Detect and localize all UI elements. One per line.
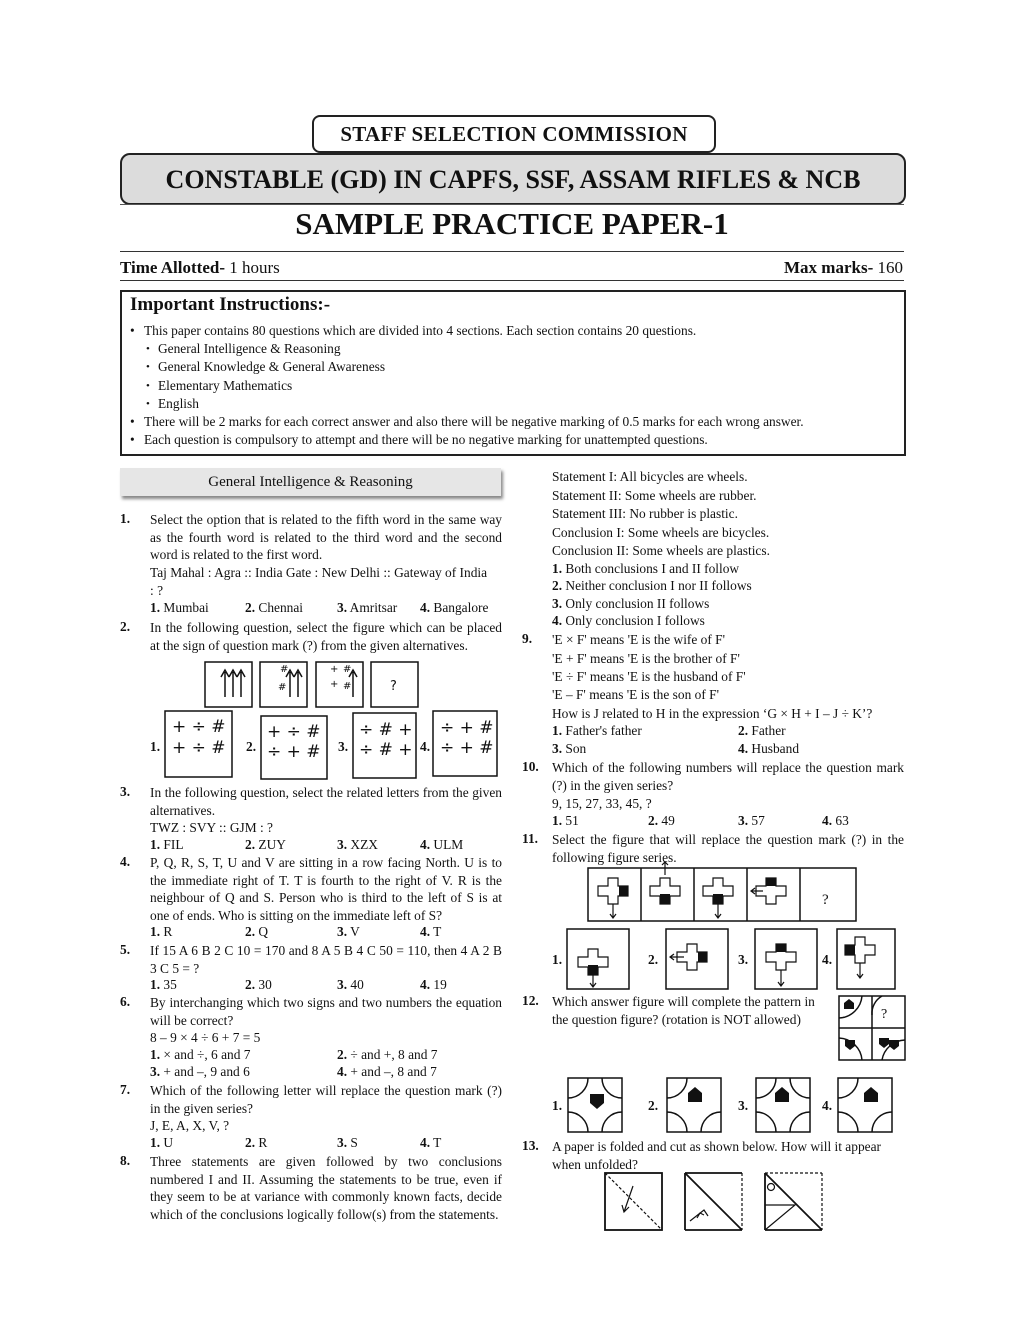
question-text: By interchanging which two signs and two numbers the equation will be correct? [150,995,502,1028]
question-text: Which of the following letter will replace the question mark (?) in the given series? [150,1083,502,1116]
max-marks: Max marks- 160 [784,258,903,277]
option: 2. ÷ and +, 8 and 7 [337,1047,438,1062]
org-title: STAFF SELECTION COMMISSION [312,115,716,153]
option: 1. R [150,924,173,939]
question-number: 9. [522,631,533,646]
question-text: Three statements are given followed by two conclusions numbered I and II. Assuming the statements to be true, even if they seem to be at variance with commonly known facts, decide which of the conclusions logically follow(s) from the statements. [150,1154,502,1222]
option: 4. T [420,924,442,939]
question-text: A paper is folded and cut as shown below. How will it appear when unfolded? [552,1139,881,1172]
option: 3. 57 [738,813,765,828]
option: 3. Son [552,741,587,756]
option: 2. Q [245,924,269,939]
instruction-item: • This paper contains 80 questions which are divided into 4 sections. Each section contains 20 questions. [128,322,804,340]
question-text: Which answer figure will complete the pattern in the question figure? (rotation is NOT allowed) [552,994,815,1027]
time-allotted: Time Allotted- 1 hours [120,258,280,277]
question-line: 'E + F' means 'E is the brother of F' [552,651,740,666]
question-number: 2. [120,619,131,634]
option: 3. + and –, 9 and 6 [150,1064,250,1079]
question-text: In the following question, select the related letters from the given alternatives. [150,785,502,818]
question-text: Select the figure that will replace the question mark (?) in the following figure series. [552,832,904,865]
statement: Statement II: Some wheels are rubber. [552,488,757,503]
paper-title: SAMPLE PRACTICE PAPER-1 [295,206,729,241]
question-number: 3. [120,784,131,799]
svg-text:?: ? [881,1007,888,1022]
question-text: How is J related to H in the expression ‘G × H + I – J ÷ K’? [552,706,873,721]
option: 4. Bangalore [420,600,489,615]
question-text: If 15 A 6 B 2 C 10 = 170 and 8 A 5 B 4 C 50 = 110, then 4 A 2 B 3 C 5 = ? [150,943,502,976]
question-text: Which of the following numbers will replace the question mark (?) in the given series? [552,760,904,793]
option: 2. Father [738,723,786,738]
option: 2. Chennai [245,600,304,615]
svg-text:#: # [343,681,352,692]
option: 1. Mumbai [150,600,209,615]
option: 3. V [337,924,360,939]
svg-text:#: # [278,682,287,693]
conclusion: Conclusion I: Some wheels are bicycles. [552,525,770,540]
question-number: 13. [522,1138,539,1153]
svg-text:1.: 1. [552,1098,563,1113]
option: 1. Father's father [552,723,642,738]
conclusion: Conclusion II: Some wheels are plastics. [552,543,770,558]
svg-text:÷ + #: ÷ + # [267,742,321,762]
question-text: Select the option that is related to the fifth word in the same way as the fourth word is related to the third word and the second word is related to the first word. [150,512,502,563]
svg-text:3.: 3. [738,1098,749,1113]
option: 1. × and ÷, 6 and 7 [150,1047,251,1062]
svg-text:4.: 4. [420,739,431,754]
question-sub: J, E, A, X, V, ? [150,1118,230,1133]
exam-title: CONSTABLE (GD) IN CAPFS, SSF, ASSAM RIFLES & NCB [120,153,906,205]
svg-text:2.: 2. [648,952,659,967]
option: 2. ZUY [245,837,286,852]
svg-text:?: ? [822,892,829,908]
instruction-item: • There will be 2 marks for each correct answer and also there will be negative marking of 0.5 marks for each wrong answer. [128,413,804,431]
section-item: • English [128,395,804,413]
svg-text:+: + [330,664,339,675]
svg-text:4.: 4. [822,952,833,967]
section-item: • General Intelligence & Reasoning [128,340,804,358]
option: 2. R [245,1135,268,1150]
question-sub: Taj Mahal : Agra :: India Gate : New Delhi :: Gateway of India [150,565,488,580]
svg-text:1.: 1. [552,952,563,967]
svg-text:2.: 2. [246,739,257,754]
question-number: 1. [120,511,131,526]
option: 1. 35 [150,977,177,992]
svg-text:÷ # +: ÷ # + [359,740,413,760]
instructions-title: Important Instructions:- [130,294,331,315]
option: 1. Both conclusions I and II follow [552,561,740,576]
svg-text:2.: 2. [648,1098,659,1113]
svg-text:#: # [280,664,289,675]
option: 1. FIL [150,837,184,852]
option: 2. 30 [245,977,272,992]
statement: Statement III: No rubber is plastic. [552,506,738,521]
section-item: • General Knowledge & General Awareness [128,358,804,376]
option: 3. S [337,1135,358,1150]
option: 4. T [420,1135,442,1150]
svg-text:÷ # +: ÷ # + [359,720,413,740]
svg-text:+ ÷ #: + ÷ # [172,738,226,758]
question-sub: TWZ : SVY :: GJM : ? [150,820,273,835]
option: 3. Amritsar [337,600,398,615]
option: 4. ULM [420,837,464,852]
svg-text:4.: 4. [822,1098,833,1113]
option: 4. 19 [420,977,447,992]
option: 1. 51 [552,813,579,828]
question-number: 10. [522,759,539,774]
svg-text:1.: 1. [150,739,161,754]
question-number: 6. [120,994,131,1009]
question-text: In the following question, select the figure which can be placed at the sign of question mark (?) from the given alternatives. [150,620,502,653]
option: 3. 40 [337,977,364,992]
option: 3. Only conclusion II follows [552,596,710,611]
option: 3. XZX [337,837,378,852]
instruction-item: • Each question is compulsory to attempt and there will be no negative marking for unattempted questions. [128,431,804,449]
svg-text:#: # [343,664,352,675]
section-header: General Intelligence & Reasoning [120,468,501,496]
question-number: 12. [522,993,539,1008]
question-number: 8. [120,1153,131,1168]
svg-text:3.: 3. [738,952,749,967]
option: 4. + and –, 8 and 7 [337,1064,437,1079]
question-number: 5. [120,942,131,957]
section-item: • Elementary Mathematics [128,377,804,395]
option: 4. Only conclusion I follows [552,613,705,628]
option: 1. U [150,1135,174,1150]
option: 4. 63 [822,813,849,828]
question-text: P, Q, R, S, T, U and V are sitting in a row facing North. U is to the immediate right of T. T is fourth to the right of V. R is the neighbour of Q and S. Person who is third to the left of S is at one of ends. Who is sitting on the immediate left of S? [150,855,502,923]
option: 2. Neither conclusion I nor II follows [552,578,752,593]
option: 4. Husband [738,741,800,756]
svg-text:3.: 3. [338,739,349,754]
svg-text:+ ÷ #: + ÷ # [172,717,226,737]
svg-text:÷ + #: ÷ + # [440,738,494,758]
svg-text:?: ? [390,679,397,694]
question-number: 7. [120,1082,131,1097]
question-sub: 9, 15, 27, 33, 45, ? [552,796,652,811]
question-number: 11. [522,831,538,846]
question-sub: : ? [150,583,164,598]
statement: Statement I: All bicycles are wheels. [552,469,748,484]
question-line: 'E × F' means 'E is the wife of F' [552,632,726,647]
svg-text:+ ÷ #: + ÷ # [267,722,321,742]
question-sub: 8 – 9 × 4 ÷ 6 + 7 = 5 [150,1030,261,1045]
option: 2. 49 [648,813,675,828]
question-line: 'E – F' means 'E is the son of F' [552,687,719,702]
svg-text:÷ + #: ÷ + # [440,718,494,738]
question-line: 'E ÷ F' means 'E is the husband of F' [552,669,746,684]
svg-text:+: + [330,679,339,690]
question-number: 4. [120,854,131,869]
